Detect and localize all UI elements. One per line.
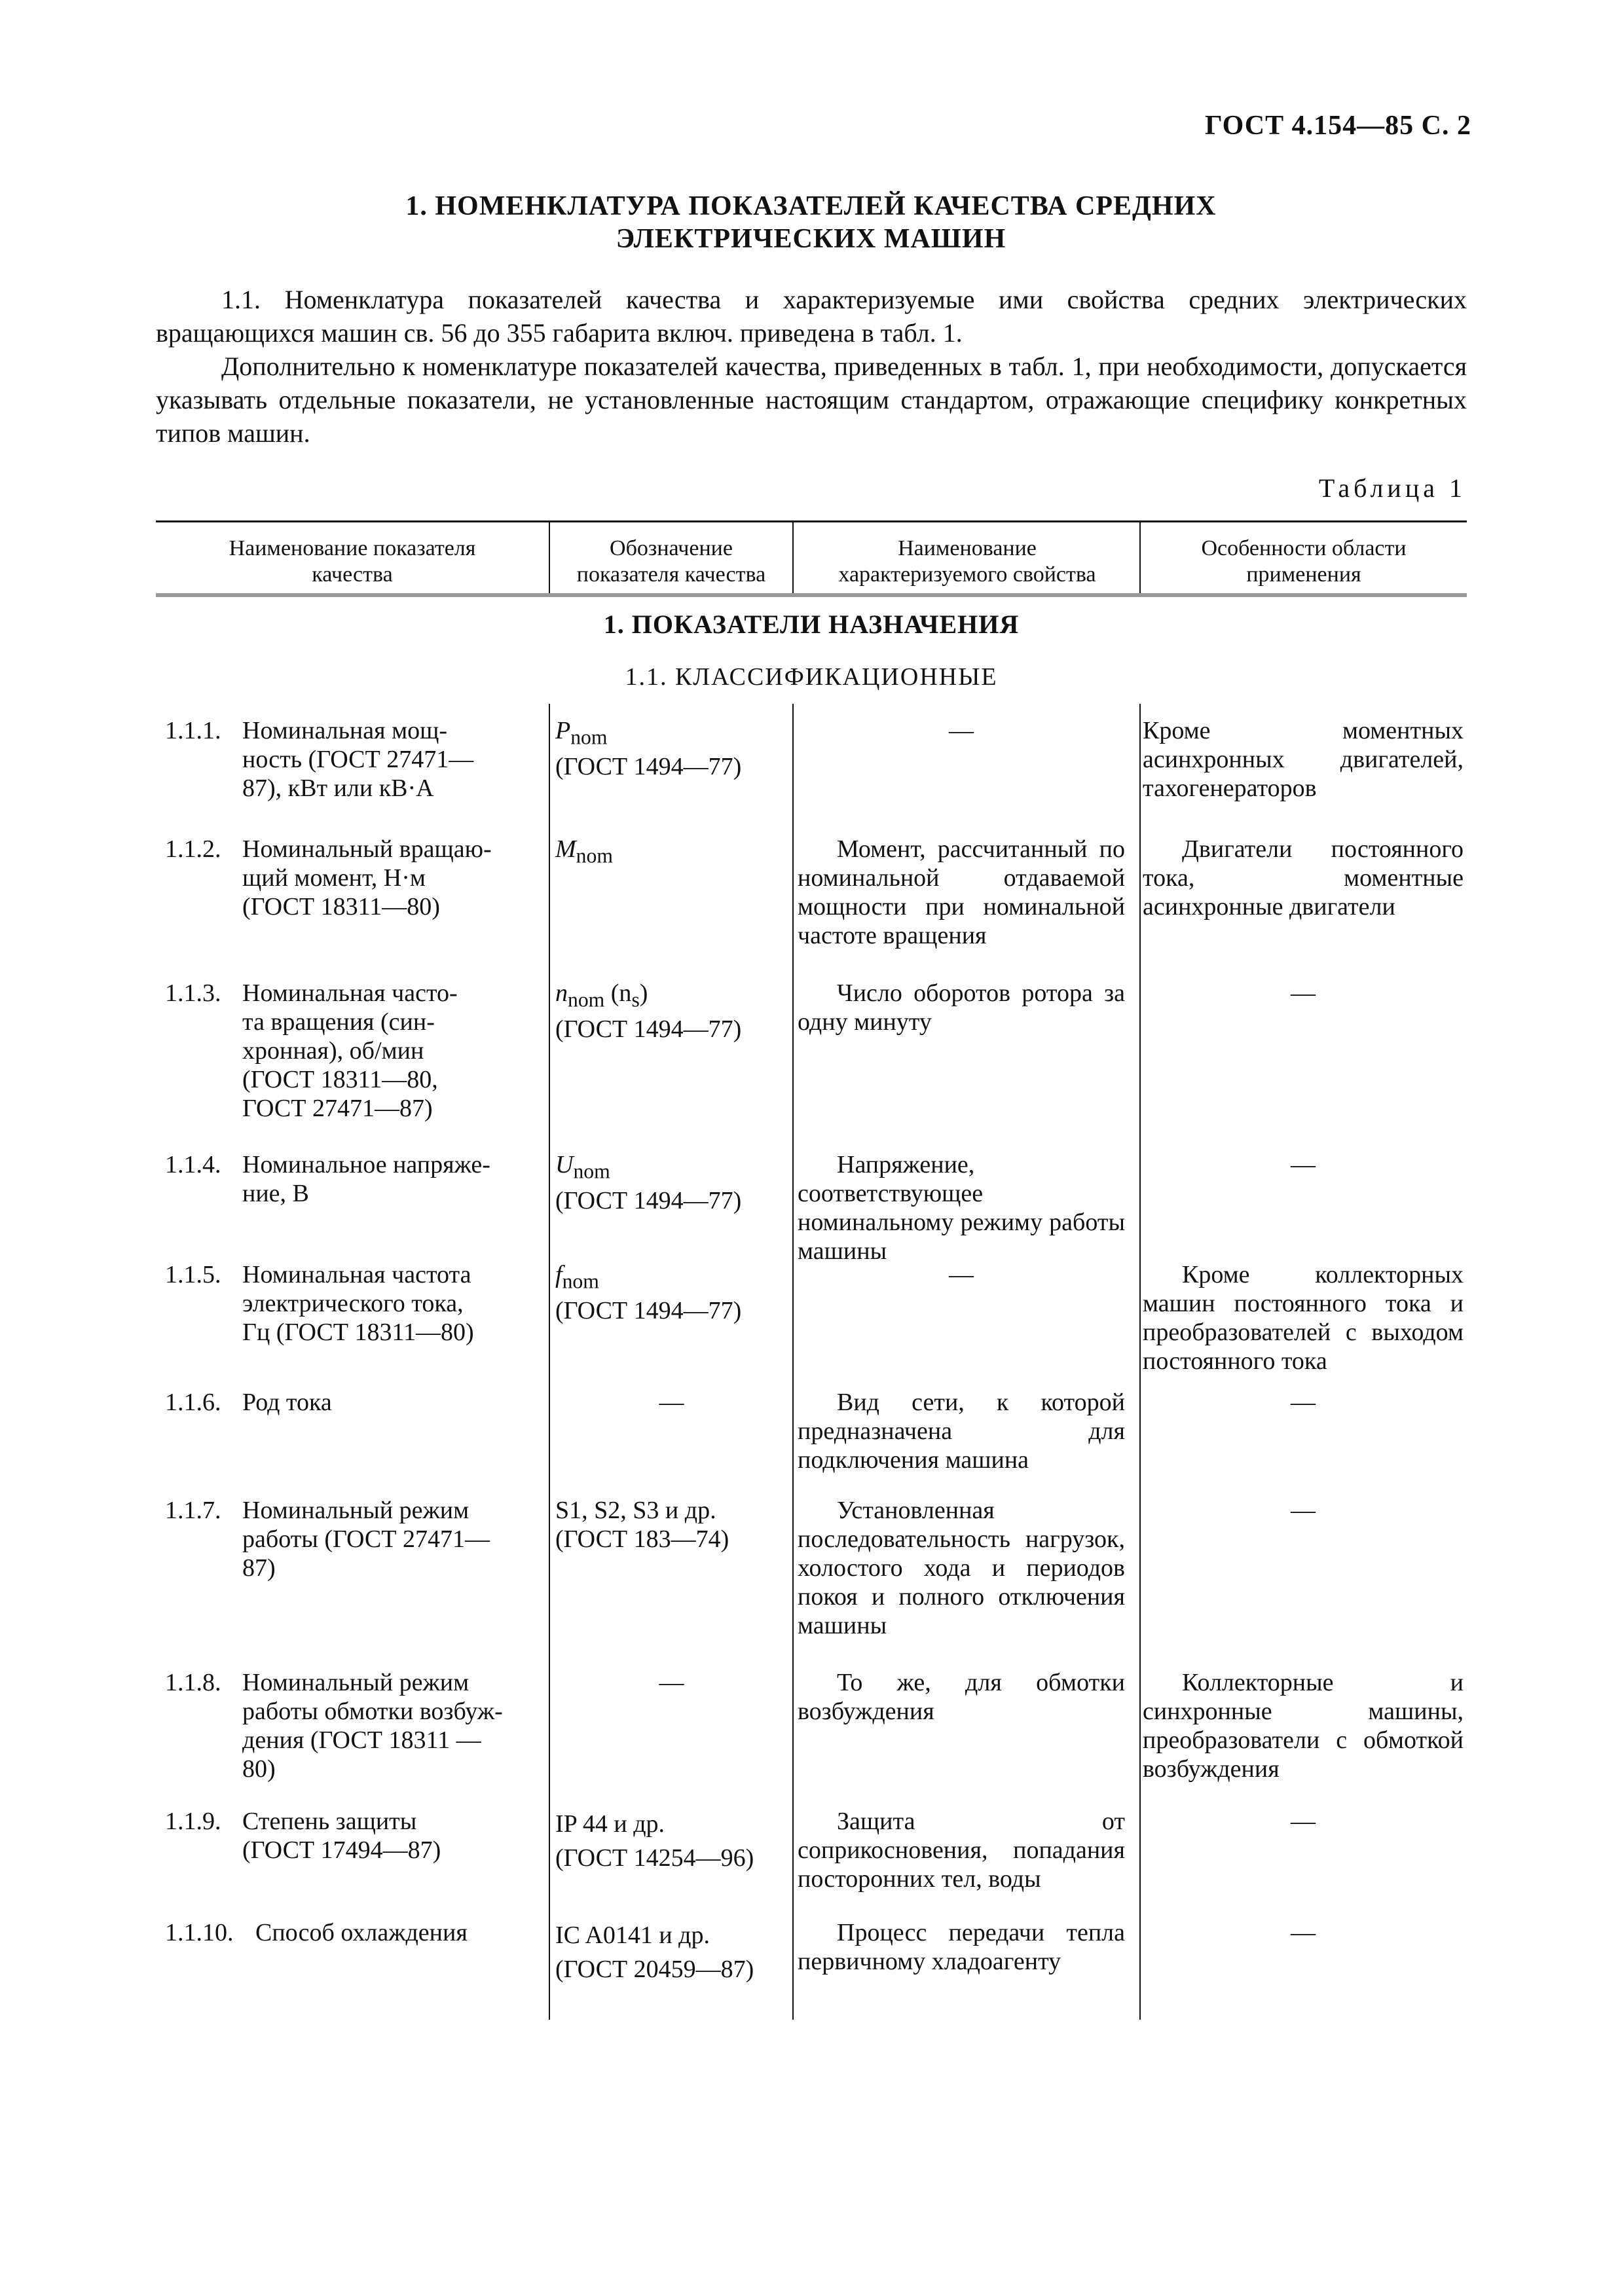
application-notes: Кроме коллекторных машин постоянного тока и преобразователей с выходом постоянного тока: [1143, 1261, 1464, 1375]
symbol-subscript: nom: [568, 988, 605, 1011]
row-number: 1.1.9.: [165, 1808, 221, 1835]
column-header-symbol: Обозначение показателя качества: [576, 536, 766, 587]
table-top-rule: [156, 520, 1467, 522]
indicator-name: Способ охлаждения: [255, 1919, 468, 1946]
indicator-symbol: —: [659, 1389, 684, 1416]
application-notes: —: [1291, 1497, 1316, 1524]
indicator-name: Степень защиты (ГОСТ 17494—87): [242, 1808, 441, 1864]
symbol-standard: (ГОСТ 1494—77): [555, 1015, 742, 1043]
header-divider: [792, 520, 794, 596]
indicator-name: Номинальный режим работы обмотки возбуж- дения (ГОСТ 18311 — 80): [242, 1669, 503, 1783]
indicator-name: Номинальный режим работы (ГОСТ 27471— 87): [242, 1497, 490, 1582]
intro-paragraph-2: Дополнительно к номенклатуре показателей качества, приведенных в табл. 1, при необходимости, допускается указывать отдельные показатели, не установленные настоящим стандартом, отражающие специфику конкретных типов машин.: [156, 352, 1467, 448]
symbol-letter: M: [555, 835, 576, 863]
symbol-subscript: nom: [576, 844, 613, 867]
application-notes: Коллекторные и синхронные машины, преобразователи с обмоткой возбуждения: [1143, 1669, 1464, 1783]
indicator-symbol: [555, 835, 788, 871]
group-title: 1. ПОКАЗАТЕЛИ НАЗНАЧЕНИЯ: [603, 610, 1020, 639]
symbol-letter: P: [555, 717, 571, 744]
column-divider: [549, 704, 550, 2020]
header-divider: [1139, 520, 1141, 596]
indicator-name: Номинальная мощ- ность (ГОСТ 27471— 87), кВт или кВ·А: [242, 717, 474, 802]
property-description: Момент, рассчитанный по номинальной отдаваемой мощности при номинальной частоте вращения: [798, 835, 1125, 949]
symbol-letter: f: [555, 1261, 562, 1288]
application-notes: Двигатели постоянного тока, моментные асинхронные двигатели: [1143, 835, 1464, 920]
column-header-application: Особенности области применения: [1201, 536, 1407, 587]
row-number: 1.1.1.: [165, 717, 221, 744]
table-label: Таблица 1: [1318, 473, 1466, 503]
indicator-symbol: [555, 1260, 788, 1325]
application-notes: —: [1291, 979, 1316, 1007]
section-title: [0, 190, 1622, 255]
property-description: Число оборотов ротора за одну минуту: [798, 979, 1125, 1036]
symbol-subscript: nom: [570, 725, 608, 749]
application-notes: —: [1291, 1389, 1316, 1416]
application-notes: Кроме моментных асинхронных двигателей, тахогенераторов: [1143, 717, 1464, 802]
row-number: 1.1.6.: [165, 1389, 221, 1416]
table-header-rule: [156, 593, 1467, 597]
symbol-standard: (ГОСТ 1494—77): [555, 1186, 742, 1214]
symbol-standard: (ГОСТ 1494—77): [555, 752, 742, 780]
indicator-symbol: [555, 716, 788, 781]
row-number: 1.1.8.: [165, 1669, 221, 1696]
indicator-symbol: [555, 979, 788, 1044]
column-header-name: Наименование показателя качества: [229, 536, 476, 587]
row-number: 1.1.7.: [165, 1497, 221, 1524]
indicator-name: Род тока: [242, 1389, 332, 1416]
page-header: ГОСТ 4.154—85 С. 2: [1204, 111, 1471, 141]
section-title-line-2: ЭЛЕКТРИЧЕСКИХ МАШИН: [616, 224, 1006, 254]
row-number: 1.1.4.: [165, 1151, 221, 1178]
property-description: —: [949, 717, 974, 744]
property-description: Установленная последовательность нагрузок, холостого хода и периодов покоя и полного отключения машины: [798, 1497, 1125, 1639]
column-header-property: Наименование характеризуемого свойства: [838, 536, 1096, 587]
indicator-name: Номинальный вращаю- щий момент, Н·м (ГОСТ 18311—80): [242, 835, 492, 920]
subgroup-title: 1.1. КЛАССИФИКАЦИОННЫЕ: [625, 663, 998, 691]
property-description: Процесс передачи тепла первичному хладоагенту: [798, 1919, 1125, 1975]
symbol-letter: n: [555, 979, 568, 1007]
application-notes: —: [1291, 1151, 1316, 1178]
property-description: То же, для обмотки возбуждения: [798, 1669, 1125, 1725]
indicator-symbol: IC A0141 и др. (ГОСТ 20459—87): [555, 1922, 754, 1983]
indicator-name: Номинальная часто- та вращения (син- хронная), об/мин (ГОСТ 18311—80, ГОСТ 27471—87): [242, 979, 458, 1122]
intro-text: [156, 283, 1467, 450]
intro-paragraph-1: 1.1. Номенклатура показателей качества и характеризуемые ими свойства средних электрических вращающихся машин св. 56 до 355 габарита включ. приведена в табл. 1.: [156, 285, 1467, 348]
symbol-alt-subscript: s: [631, 988, 640, 1011]
column-divider: [792, 704, 794, 2020]
header-divider: [549, 520, 550, 596]
indicator-name: Номинальная частота электрического тока, Гц (ГОСТ 18311—80): [242, 1261, 474, 1346]
application-notes: —: [1291, 1808, 1316, 1835]
application-notes: —: [1291, 1919, 1316, 1946]
symbol-alt: (n: [604, 979, 632, 1007]
row-number: 1.1.5.: [165, 1261, 221, 1288]
row-number: 1.1.10.: [165, 1919, 234, 1946]
symbol-standard: (ГОСТ 1494—77): [555, 1296, 742, 1324]
section-title-line-1: 1. НОМЕНКЛАТУРА ПОКАЗАТЕЛЕЙ КАЧЕСТВА СРЕДНИХ: [405, 191, 1217, 221]
indicator-name: Номинальное напряже- ние, В: [242, 1151, 490, 1207]
indicator-symbol: IP 44 и др. (ГОСТ 14254—96): [555, 1810, 754, 1872]
property-description: Напряжение, соответствующее номинальному режиму работы машины: [798, 1151, 1125, 1265]
property-description: Вид сети, к которой предназначена для подключения машина: [798, 1389, 1125, 1474]
row-number: 1.1.2.: [165, 835, 221, 863]
row-number: 1.1.3.: [165, 979, 221, 1007]
symbol-subscript: nom: [573, 1159, 610, 1183]
property-description: —: [949, 1261, 974, 1288]
indicator-symbol: —: [659, 1669, 684, 1696]
property-description: Защита от соприкосновения, попадания посторонних тел, воды: [798, 1808, 1125, 1893]
column-divider: [1139, 704, 1141, 2020]
indicator-symbol: S1, S2, S3 и др. (ГОСТ 183—74): [555, 1497, 729, 1553]
symbol-alt-end: ): [639, 979, 648, 1007]
indicator-symbol: [555, 1150, 788, 1215]
symbol-subscript: nom: [562, 1269, 599, 1293]
symbol-letter: U: [555, 1151, 574, 1178]
